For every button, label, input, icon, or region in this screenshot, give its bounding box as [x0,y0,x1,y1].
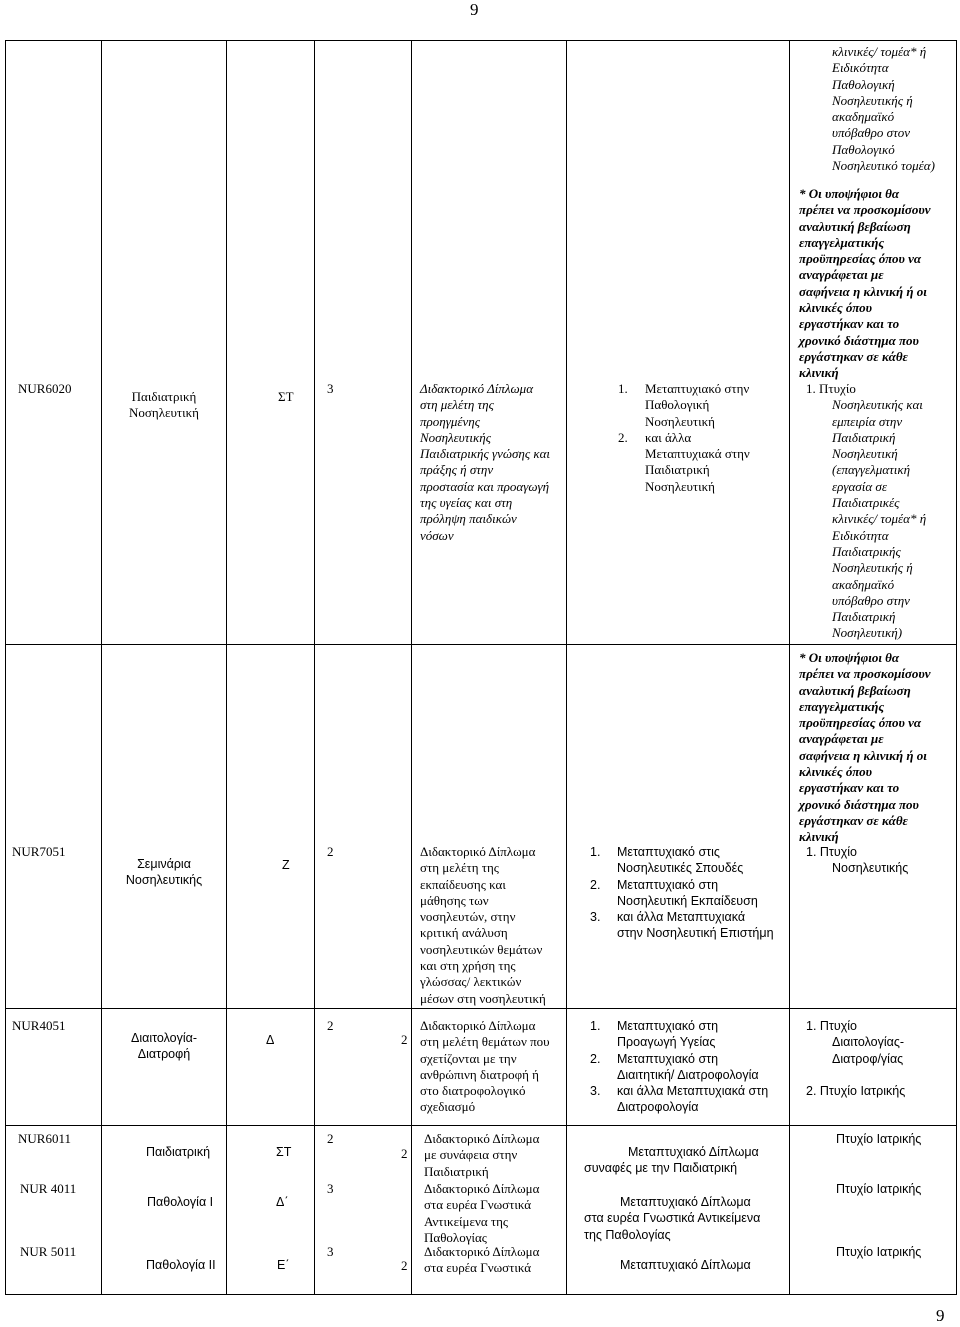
row1-hours: 3 [327,381,334,396]
row1-qualification: 1. Πτυχίο Νοσηλευτικής και εμπειρία στην Παιδιατρική Νοσηλευτική (επαγγελματική εργασία σε Παιδιατρικές κλινικές/ τομέα* ή Ειδικότητα Παιδιατρικής Νοσηλευτικής ή ακαδημαϊκό υπόβαθρο στην Παιδιατρική Νοσηλευτική) [806,381,927,641]
row2-course-title: Σεμινάρια Νοσηλευτικής [125,857,203,888]
col-divider-4 [411,40,412,1295]
row3-hours: 2 [327,1018,334,1033]
row6-masters: Μεταπτυχιακό Δίπλωμα [620,1258,751,1272]
row6-semester: Ε΄ [277,1258,290,1272]
row6-course-title: Παθολογία ΙΙ [146,1258,216,1272]
row3-qualification: 1. Πτυχίο Διαιτολογίας- Διατροφ/γίας 2. Πτυχίο Ιατρικής [806,1019,906,1098]
row-divider-3 [5,1125,957,1126]
col-divider-2 [226,40,227,1295]
row5-semester: Δ΄ [276,1195,289,1209]
row3-course-title: Διαιτολογία- Διατροφή [130,1031,198,1062]
page-number-top: 9 [470,0,479,19]
row4-masters: Μεταπτυχιακό Δίπλωμα συναφές με την Παιδιατρική [584,1145,759,1176]
row4-course-title: Παιδιατρική [146,1145,211,1159]
row2-description: Διδακτορικό Δίπλωμα στη μελέτη της εκπαίδευσης και μάθησης των νοσηλευτών, στην κριτική ανάλυση νοσηλευτικών θεμάτων και στη χρήση της γλώσσας/ λεκτικών μέσων στη νοσηλευτική [420,844,546,1006]
row-divider-2 [5,1008,957,1009]
table-top-border [5,40,957,41]
col-divider-6 [789,40,790,1295]
table-right-border [956,40,957,1295]
row2-hours: 2 [327,844,334,859]
row1-semester: ΣΤ [278,389,294,404]
row5-description: Διδακτορικό Δίπλωμα στα ευρέα Γνωστικά Αντικείμενα της Παθολογίας [424,1181,540,1245]
row4-course-code: NUR6011 [18,1131,71,1146]
row4-qualification: Πτυχίο Ιατρικής [836,1132,922,1146]
row3-semester: Δ [266,1033,275,1047]
row6-hours: 3 [327,1244,334,1259]
row2-masters: 1. Μεταπτυχιακό στις Νοσηλευτικές Σπουδές 2. Μεταπτυχιακό στη Νοσηλευτική Εκπαίδευση 3. και άλλα Μεταπτυχιακά στην Νοσηλευτική Επιστήμη [590,845,774,941]
row4-description: Διδακτορικό Δίπλωμα με συνάφεια στην Παιδιατρική [424,1131,540,1179]
table-left-border [5,40,6,1295]
row2-course-code: NUR7051 [12,844,66,859]
row5-qualification: Πτυχίο Ιατρικής [836,1182,922,1196]
row6-qualification: Πτυχίο Ιατρικής [836,1245,922,1259]
row3-masters: 1. Μεταπτυχιακό στη Προαγωγή Υγείας 2. Μεταπτυχιακό στη Διαιτητική/ Διατροφολογία 3. και άλλα Μεταπτυχιακά στη Διατροφολογία [590,1019,769,1115]
row-divider-1 [5,644,957,645]
row3-hours2: 2 [401,1032,408,1047]
row1-masters: 1. Μεταπτυχιακό στην Παθολογική Νοσηλευτική 2. και άλλα Μεταπτυχιακά στην Παιδιατρική Νοσηλευτική [618,381,750,494]
row2-note: * Οι υποψήφιοι θα πρέπει να προσκομίσουν αναλυτική βεβαίωση επαγγελματικής προϋπηρεσίας όπου να αναγράφεται με σαφήνεια η κλινική ή οι κλινικές όπου εργαστήκαν και το χρονικό διάστημα που εργάστηκαν σε κάθε κλινική [799,650,931,845]
row5-masters: Μεταπτυχιακό Δίπλωμα στα ευρέα Γνωστικά Αντικείμενα της Παθολογίας [584,1195,761,1242]
row1-course-code: NUR6020 [18,381,72,396]
col-divider-1 [101,40,102,1295]
row5-course-title: Παθολογία Ι [147,1195,214,1209]
row5-course-code: NUR 4011 [20,1181,77,1196]
continuation-qualification: κλινικές/ τομέα* ή Ειδικότητα Παθολογική Νοσηλευτικής ή ακαδημαϊκό υπόβαθρο στον Παθολογικό Νοσηλευτικό τομέα) [832,44,935,174]
row6-hours2: 2 [401,1258,408,1273]
col-divider-5 [566,40,567,1295]
row5-hours: 3 [327,1181,334,1196]
table-bottom-border [5,1294,957,1295]
row1-course-title: Παιδιατρική Νοσηλευτική [129,389,199,421]
row6-course-code: NUR 5011 [20,1244,77,1259]
page-number-bottom: 9 [936,1306,945,1325]
row2-qualification: 1. Πτυχίο Νοσηλευτικής [806,845,909,876]
row4-semester: ΣΤ [276,1145,292,1159]
row3-description: Διδακτορικό Δίπλωμα στη μελέτη θεμάτων που σχετίζονται με την ανθρώπινη διατροφή ή στο διατροφολογικό σχεδιασμό [420,1018,550,1115]
row2-semester: Ζ [282,858,290,872]
col-divider-3 [314,40,315,1295]
row1-description: Διδακτορικό Δίπλωμα στη μελέτη της προηγμένης Νοσηλευτικής Παιδιατρικής γνώσης και πράξης ή στην προστασία και προαγωγή της υγείας και στη πρόληψη παιδικών νόσων [420,381,551,543]
row1-note: * Οι υποψήφιοι θα πρέπει να προσκομίσουν αναλυτική βεβαίωση επαγγελματικής προϋπηρεσίας όπου να αναγράφεται με σαφήνεια η κλινική ή οι κλινικές όπου εργαστήκαν και το χρονικό διάστημα που εργάστηκαν σε κάθε κλινική [799,186,931,381]
row4-hours: 2 [327,1131,334,1146]
row3-course-code: NUR4051 [12,1018,66,1033]
row4-hours2: 2 [401,1146,408,1161]
row6-description: Διδακτορικό Δίπλωμα στα ευρέα Γνωστικά [424,1244,540,1276]
